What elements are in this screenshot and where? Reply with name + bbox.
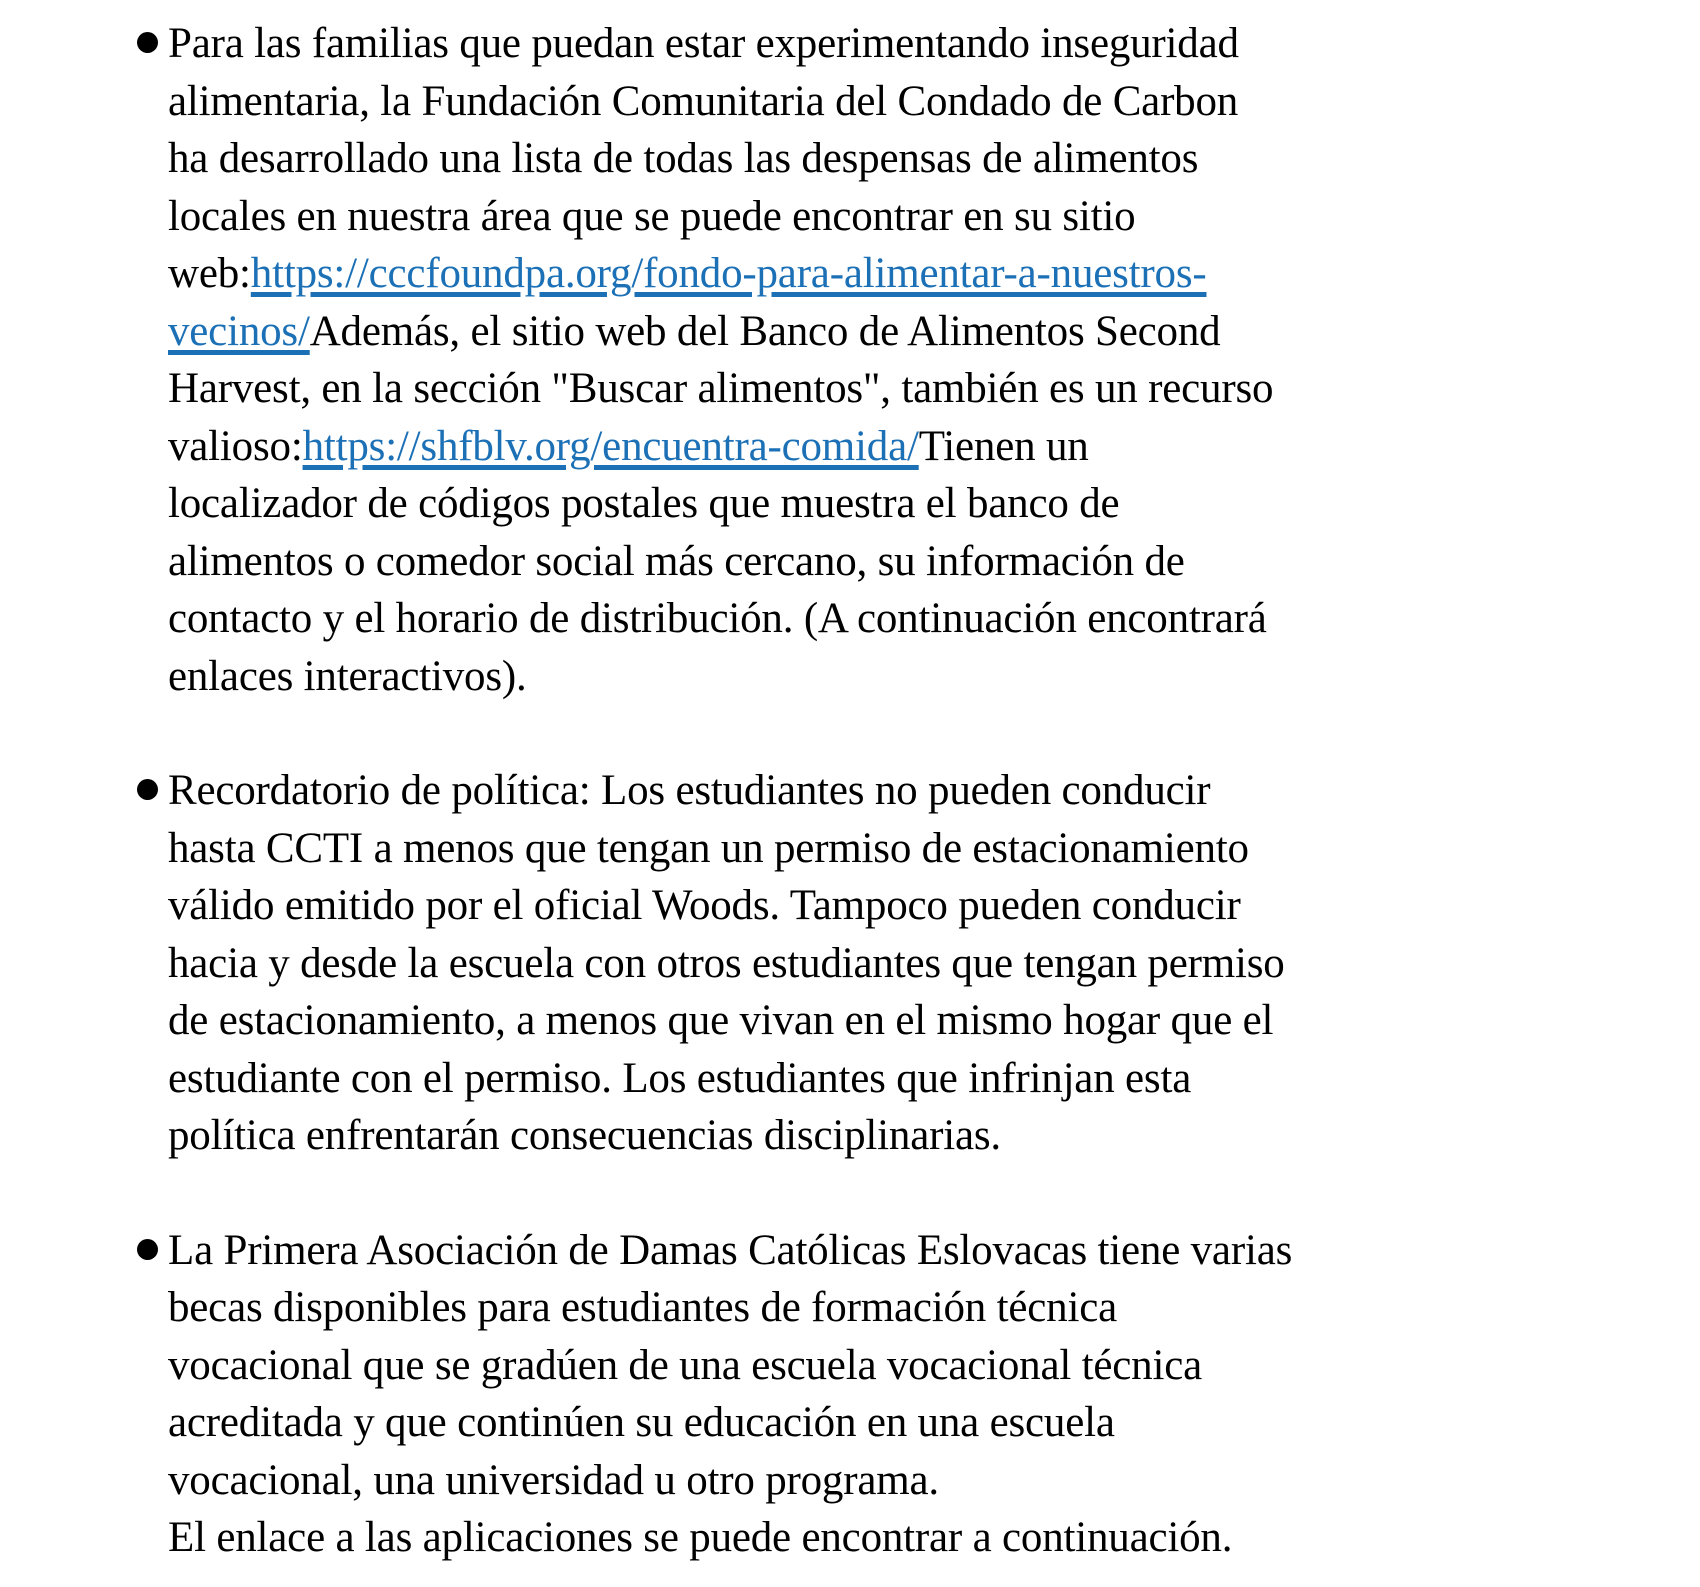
text-segment: Recordatorio de política: Los estudiantes no pueden conducir xyxy=(168,767,1211,814)
text-segment: localizador de códigos postales que muestra el banco de xyxy=(168,480,1120,527)
text-segment: locales en nuestra área que se puede encontrar en su sitio xyxy=(168,192,1136,240)
text-segment: de estacionamiento, a menos que vivan en el mismo hogar que el xyxy=(168,997,1274,1044)
text-line xyxy=(168,877,1285,935)
text-line xyxy=(168,303,1273,361)
text-segment: política enfrentarán consecuencias disciplinarias. xyxy=(168,1112,1001,1159)
bullet-item-parking-policy xyxy=(137,762,1660,1165)
text-line xyxy=(168,1107,1285,1165)
text-segment: becas disponibles para estudiantes de formación técnica xyxy=(168,1284,1117,1331)
text-line xyxy=(168,475,1273,533)
shfblv-link[interactable]: https://shfblv.org/encuentra-comida/ xyxy=(302,422,919,470)
text-line xyxy=(168,820,1285,878)
text-segment: vocacional que se gradúen de una escuela vocacional técnica xyxy=(168,1341,1202,1389)
text-line xyxy=(168,533,1273,591)
text-segment: El enlace a las aplicaciones se puede encontrar a continuación. xyxy=(168,1514,1233,1561)
text-segment: válido emitido por el oficial Woods. Tampoco pueden conducir xyxy=(168,882,1241,929)
text-segment: estudiante con el permiso. Los estudiantes que infrinjan esta xyxy=(168,1054,1192,1102)
text-segment: La Primera Asociación de Damas Católicas Eslovacas tiene varias xyxy=(168,1226,1293,1274)
text-segment: Para las familias que puedan estar experimentando inseguridad xyxy=(168,20,1239,67)
text-line xyxy=(168,418,1273,476)
bullet-icon xyxy=(137,32,158,53)
bullet-text xyxy=(168,1222,1292,1567)
text-line xyxy=(168,1509,1292,1567)
text-line xyxy=(168,15,1273,73)
text-line xyxy=(168,1279,1292,1337)
text-line xyxy=(168,130,1273,188)
text-line xyxy=(168,1050,1285,1108)
text-segment: Harvest, en la sección "Buscar alimentos", también es un recurso xyxy=(168,365,1274,412)
bullet-icon xyxy=(137,779,158,800)
text-line xyxy=(168,1222,1292,1280)
text-line xyxy=(168,648,1273,706)
text-segment: hacia y desde la escuela con otros estudiantes que tengan permiso xyxy=(168,939,1285,987)
bullet-text xyxy=(168,15,1273,705)
text-segment: ha desarrollado una lista de todas las despensas de alimentos xyxy=(168,135,1199,182)
cccfoundpa-link-line-2[interactable]: vecinos/ xyxy=(168,307,310,355)
text-line xyxy=(168,245,1273,303)
text-segment: acreditada y que continúen su educación en una escuela xyxy=(168,1399,1115,1446)
text-line xyxy=(168,1394,1292,1452)
text-line xyxy=(168,360,1273,418)
text-segment: valioso: xyxy=(168,422,303,470)
text-line xyxy=(168,935,1285,993)
bullet-item-food-pantries xyxy=(137,15,1660,705)
text-line xyxy=(168,1452,1292,1510)
bullet-list xyxy=(137,15,1660,1567)
text-segment: enlaces interactivos). xyxy=(168,652,527,700)
text-line xyxy=(168,1337,1292,1395)
text-segment: web: xyxy=(168,250,251,297)
text-segment: hasta CCTI a menos que tengan un permiso de estacionamiento xyxy=(168,824,1249,872)
text-line xyxy=(168,762,1285,820)
bullet-text xyxy=(168,762,1285,1165)
text-segment: contacto y el horario de distribución. (A continuación encontrará xyxy=(168,595,1267,642)
text-segment: alimentos o comedor social más cercano, su información de xyxy=(168,537,1185,585)
text-line xyxy=(168,188,1273,246)
text-segment: vocacional, una universidad u otro programa. xyxy=(168,1456,939,1504)
text-segment: alimentaria, la Fundación Comunitaria del Condado de Carbon xyxy=(168,77,1239,125)
text-line xyxy=(168,992,1285,1050)
cccfoundpa-link-line-1[interactable]: https://cccfoundpa.org/fondo-para-alimentar-a-nuestros- xyxy=(250,250,1207,297)
bullet-item-scholarships xyxy=(137,1222,1660,1567)
bullet-icon xyxy=(137,1239,158,1260)
text-line xyxy=(168,73,1273,131)
text-line xyxy=(168,590,1273,648)
text-segment: Además, el sitio web del Banco de Alimentos Second xyxy=(309,307,1221,355)
text-segment: Tienen un xyxy=(918,422,1089,470)
